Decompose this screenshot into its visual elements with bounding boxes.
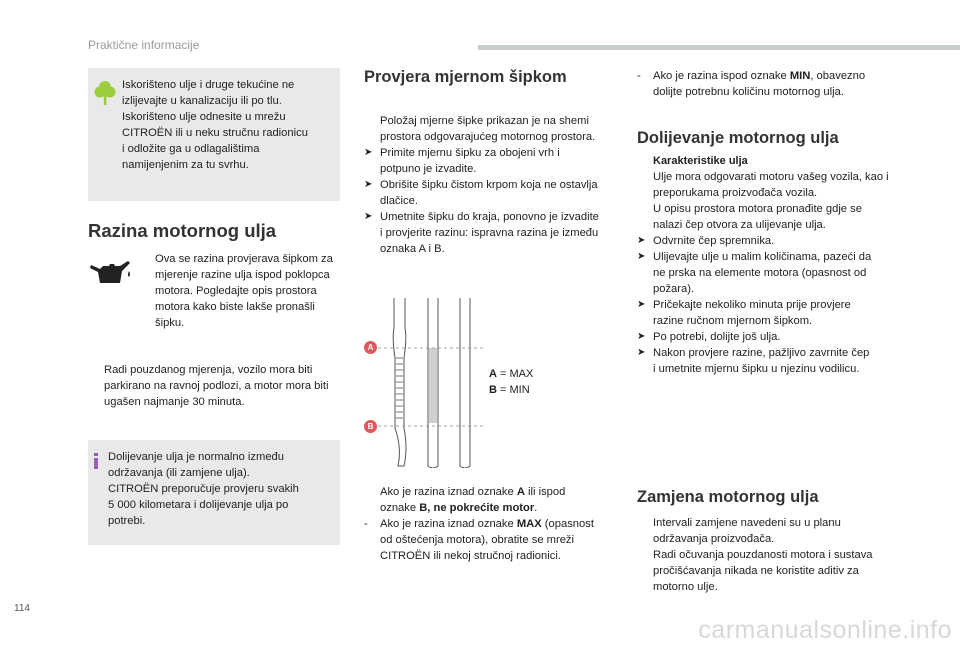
arrow-bullet-icon: ➤ — [364, 211, 373, 222]
oil-level-intro: Ova se razina provjerava šipkom za mjerenje razine ulja ispod poklopca motora. Pogledajte opis prostora motora kako biste lakše pronašli šipku. — [155, 253, 333, 329]
eco-note-box — [88, 68, 340, 201]
min-case-text: - Ako je razina ispod oznake MIN, obavezno dolijte potrebnu količinu motornog ulja. — [637, 70, 866, 98]
top-up-title: Dolijevanje motornog ulja — [637, 129, 839, 147]
oil-level-reliability-text: Radi pouzdanog mjerenja, vozilo mora biti parkirano na ravnoj podlozi, a motor mora biti ugašen najmanje 30 minuta. — [104, 364, 329, 408]
header-bar — [478, 45, 960, 50]
dipstick-check-text: Položaj mjerne šipke prikazan je na shemi prostora odgovarajućeg motornog prostora. ➤ Primite mjernu šipku za obojeni vrh i potpuno je izvadite. ➤ Obrišite šipku čistom krpom koja ne ostavlja dlačice. ➤ Umetnite šipku do kraja, ponovno je izvadite i provjerite razinu: ispravna razina je između oznaka A i B. — [364, 115, 599, 255]
arrow-bullet-icon: ➤ — [637, 347, 646, 358]
oil-change-title: Zamjena motornog ulja — [637, 488, 819, 506]
oil-level-title: Razina motornog ulja — [88, 220, 277, 241]
dipstick-legend: A = MAX B = MIN — [489, 368, 534, 396]
arrow-bullet-icon: ➤ — [364, 147, 373, 158]
oil-change-text: Intervali zamjene navedeni su u planu održavanja proizvođača. Radi očuvanja pouzdanosti motora i sustava pročišćavanja nikada ne koristite aditiv za motorno ulje. — [653, 517, 873, 593]
top-up-text: Karakteristike ulja Ulje mora odgovarati motoru vašeg vozila, kao i preporukama proizvođača vozila. U opisu prostora motora pronađite gdje se nalazi čep otvora za ulijevanje ulja. ➤ Odvrnite čep spremnika. ➤ Ulijevajte ulje u malim količinama, pazeći da ne prska na elemente motora (opasnost od požara). ➤ Pričekajte nekoliko minuta prije provjere razine ručnom mjernom šipkom. ➤ Po potrebi, dolijte još ulja. ➤ Nakon provjere razine, pažljivo zavrnite čep i umetnite mjernu šipku u njezinu vodilicu. — [637, 155, 889, 375]
section-title: Praktične informacije — [88, 38, 200, 52]
arrow-bullet-icon: ➤ — [637, 235, 646, 246]
arrow-bullet-icon: ➤ — [637, 299, 646, 310]
arrow-bullet-icon: ➤ — [364, 179, 373, 190]
dipstick-marker-a: A — [364, 341, 377, 354]
leaf-eco-icon — [94, 80, 116, 106]
watermark: carmanualsonline.info — [698, 616, 952, 644]
info-icon — [92, 453, 100, 469]
page-number: 114 — [14, 603, 30, 614]
eco-note-text: Iskorišteno ulje i druge tekućine ne izlijevajte u kanalizaciju ili po tlu. Iskorišteno ulje odnesite u mrežu CITROËN ili u neku stručnu radionicu i odložite ga u odlagalištima namijenjenim za tu svrhu. — [122, 79, 308, 171]
arrow-bullet-icon: ➤ — [637, 331, 646, 342]
oil-can-icon — [88, 257, 132, 291]
dipstick-marker-b: B — [364, 420, 377, 433]
info-note-box — [88, 440, 340, 545]
dipstick-check-title: Provjera mjernom šipkom — [364, 68, 567, 86]
arrow-bullet-icon: ➤ — [637, 251, 646, 262]
info-note-text: Dolijevanje ulja je normalno između održavanja (ili zamjene ulja). CITROËN preporučuje provjeru svakih 5 000 kilometara i dolijevanje ulja po potrebi. — [108, 451, 299, 527]
dipstick-result-text: Ako je razina iznad oznake A ili ispod oznake B, ne pokrećite motor. - Ako je razina iznad oznake MAX (opasnost od oštećenja motora), obratite se mreži CITROËN ili nekoj stručnoj radionici. — [364, 486, 594, 562]
dipstick-diagram — [364, 298, 500, 468]
